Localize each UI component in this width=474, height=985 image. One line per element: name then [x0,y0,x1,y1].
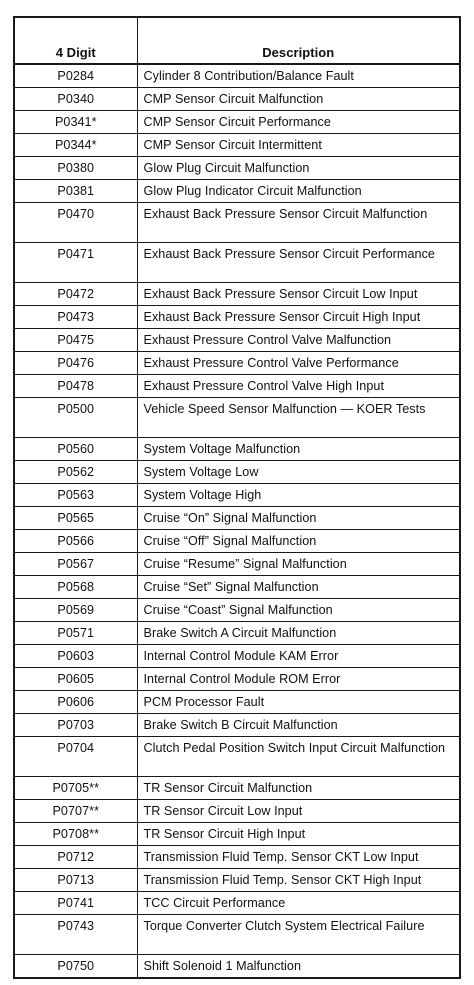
description-cell: CMP Sensor Circuit Intermittent [137,134,460,157]
dtc-code-table [13,16,461,979]
table-row [14,329,460,352]
code-cell: P0560 [14,438,137,461]
code-cell: P0750 [14,955,137,979]
description-cell: TR Sensor Circuit Low Input [137,800,460,823]
code-cell: P0284 [14,64,137,88]
description-cell: Cruise “Resume” Signal Malfunction [137,553,460,576]
code-cell: P0743 [14,915,137,955]
table-row [14,915,460,955]
table-row [14,668,460,691]
description-cell: Clutch Pedal Position Switch Input Circuit Malfunction [137,737,460,777]
description-cell: Cruise “On” Signal Malfunction [137,507,460,530]
description-cell: Brake Switch B Circuit Malfunction [137,714,460,737]
description-cell: Transmission Fluid Temp. Sensor CKT Low Input [137,846,460,869]
description-cell: CMP Sensor Circuit Performance [137,111,460,134]
table-row [14,203,460,243]
table-row [14,823,460,846]
table-row [14,507,460,530]
table-row [14,111,460,134]
description-cell: System Voltage Malfunction [137,438,460,461]
code-cell: P0380 [14,157,137,180]
description-cell: Brake Switch A Circuit Malfunction [137,622,460,645]
table-row [14,375,460,398]
description-cell: CMP Sensor Circuit Malfunction [137,88,460,111]
description-cell: Cylinder 8 Contribution/Balance Fault [137,64,460,88]
description-cell: Exhaust Pressure Control Valve Malfunction [137,329,460,352]
code-cell: P0470 [14,203,137,243]
code-cell: P0344* [14,134,137,157]
table-row [14,461,460,484]
code-cell: P0562 [14,461,137,484]
code-cell: P0568 [14,576,137,599]
code-cell: P0713 [14,869,137,892]
description-cell: TR Sensor Circuit Malfunction [137,777,460,800]
table-row [14,955,460,979]
table-header-row [14,17,460,64]
description-cell: Exhaust Back Pressure Sensor Circuit Malfunction [137,203,460,243]
table-row [14,846,460,869]
code-cell: P0563 [14,484,137,507]
table-row [14,576,460,599]
code-cell: P0705** [14,777,137,800]
description-cell: Transmission Fluid Temp. Sensor CKT High Input [137,869,460,892]
description-cell: Cruise “Set” Signal Malfunction [137,576,460,599]
code-cell: P0566 [14,530,137,553]
code-cell: P0471 [14,243,137,283]
table-row [14,800,460,823]
table-row [14,88,460,111]
code-cell: P0565 [14,507,137,530]
code-cell: P0478 [14,375,137,398]
code-cell: P0569 [14,599,137,622]
code-cell: P0708** [14,823,137,846]
description-cell: Exhaust Back Pressure Sensor Circuit High Input [137,306,460,329]
table-row [14,306,460,329]
code-cell: P0472 [14,283,137,306]
table-row [14,530,460,553]
description-cell: Vehicle Speed Sensor Malfunction — KOER Tests [137,398,460,438]
code-cell: P0741 [14,892,137,915]
table-row [14,243,460,283]
table-body [14,64,460,978]
dtc-code-sheet [13,16,459,979]
code-cell: P0500 [14,398,137,438]
code-cell: P0703 [14,714,137,737]
code-cell: P0476 [14,352,137,375]
description-cell: Exhaust Back Pressure Sensor Circuit Performance [137,243,460,283]
table-row [14,398,460,438]
description-cell: Exhaust Pressure Control Valve High Input [137,375,460,398]
table-row [14,869,460,892]
table-row [14,691,460,714]
description-cell: TR Sensor Circuit High Input [137,823,460,846]
table-row [14,553,460,576]
column-header-description: Description [137,17,460,64]
column-header-code: 4 Digit [14,17,137,64]
code-cell: P0340 [14,88,137,111]
table-row [14,157,460,180]
table-row [14,599,460,622]
description-cell: Torque Converter Clutch System Electrical Failure [137,915,460,955]
table-row [14,180,460,203]
table-row [14,777,460,800]
code-cell: P0603 [14,645,137,668]
code-cell: P0381 [14,180,137,203]
table-row [14,622,460,645]
table-row [14,134,460,157]
table-row [14,352,460,375]
code-cell: P0341* [14,111,137,134]
description-cell: Exhaust Back Pressure Sensor Circuit Low Input [137,283,460,306]
description-cell: Internal Control Module KAM Error [137,645,460,668]
table-row [14,64,460,88]
description-cell: System Voltage High [137,484,460,507]
table-row [14,714,460,737]
table-row [14,645,460,668]
description-cell: Internal Control Module ROM Error [137,668,460,691]
table-row [14,438,460,461]
description-cell: System Voltage Low [137,461,460,484]
description-cell: Exhaust Pressure Control Valve Performance [137,352,460,375]
description-cell: Cruise “Coast” Signal Malfunction [137,599,460,622]
code-cell: P0707** [14,800,137,823]
description-cell: Glow Plug Circuit Malfunction [137,157,460,180]
code-cell: P0473 [14,306,137,329]
description-cell: Shift Solenoid 1 Malfunction [137,955,460,979]
code-cell: P0712 [14,846,137,869]
code-cell: P0605 [14,668,137,691]
code-cell: P0567 [14,553,137,576]
description-cell: PCM Processor Fault [137,691,460,714]
description-cell: Cruise “Off” Signal Malfunction [137,530,460,553]
table-row [14,737,460,777]
description-cell: TCC Circuit Performance [137,892,460,915]
code-cell: P0571 [14,622,137,645]
table-row [14,484,460,507]
code-cell: P0475 [14,329,137,352]
table-row [14,892,460,915]
description-cell: Glow Plug Indicator Circuit Malfunction [137,180,460,203]
code-cell: P0704 [14,737,137,777]
table-row [14,283,460,306]
code-cell: P0606 [14,691,137,714]
